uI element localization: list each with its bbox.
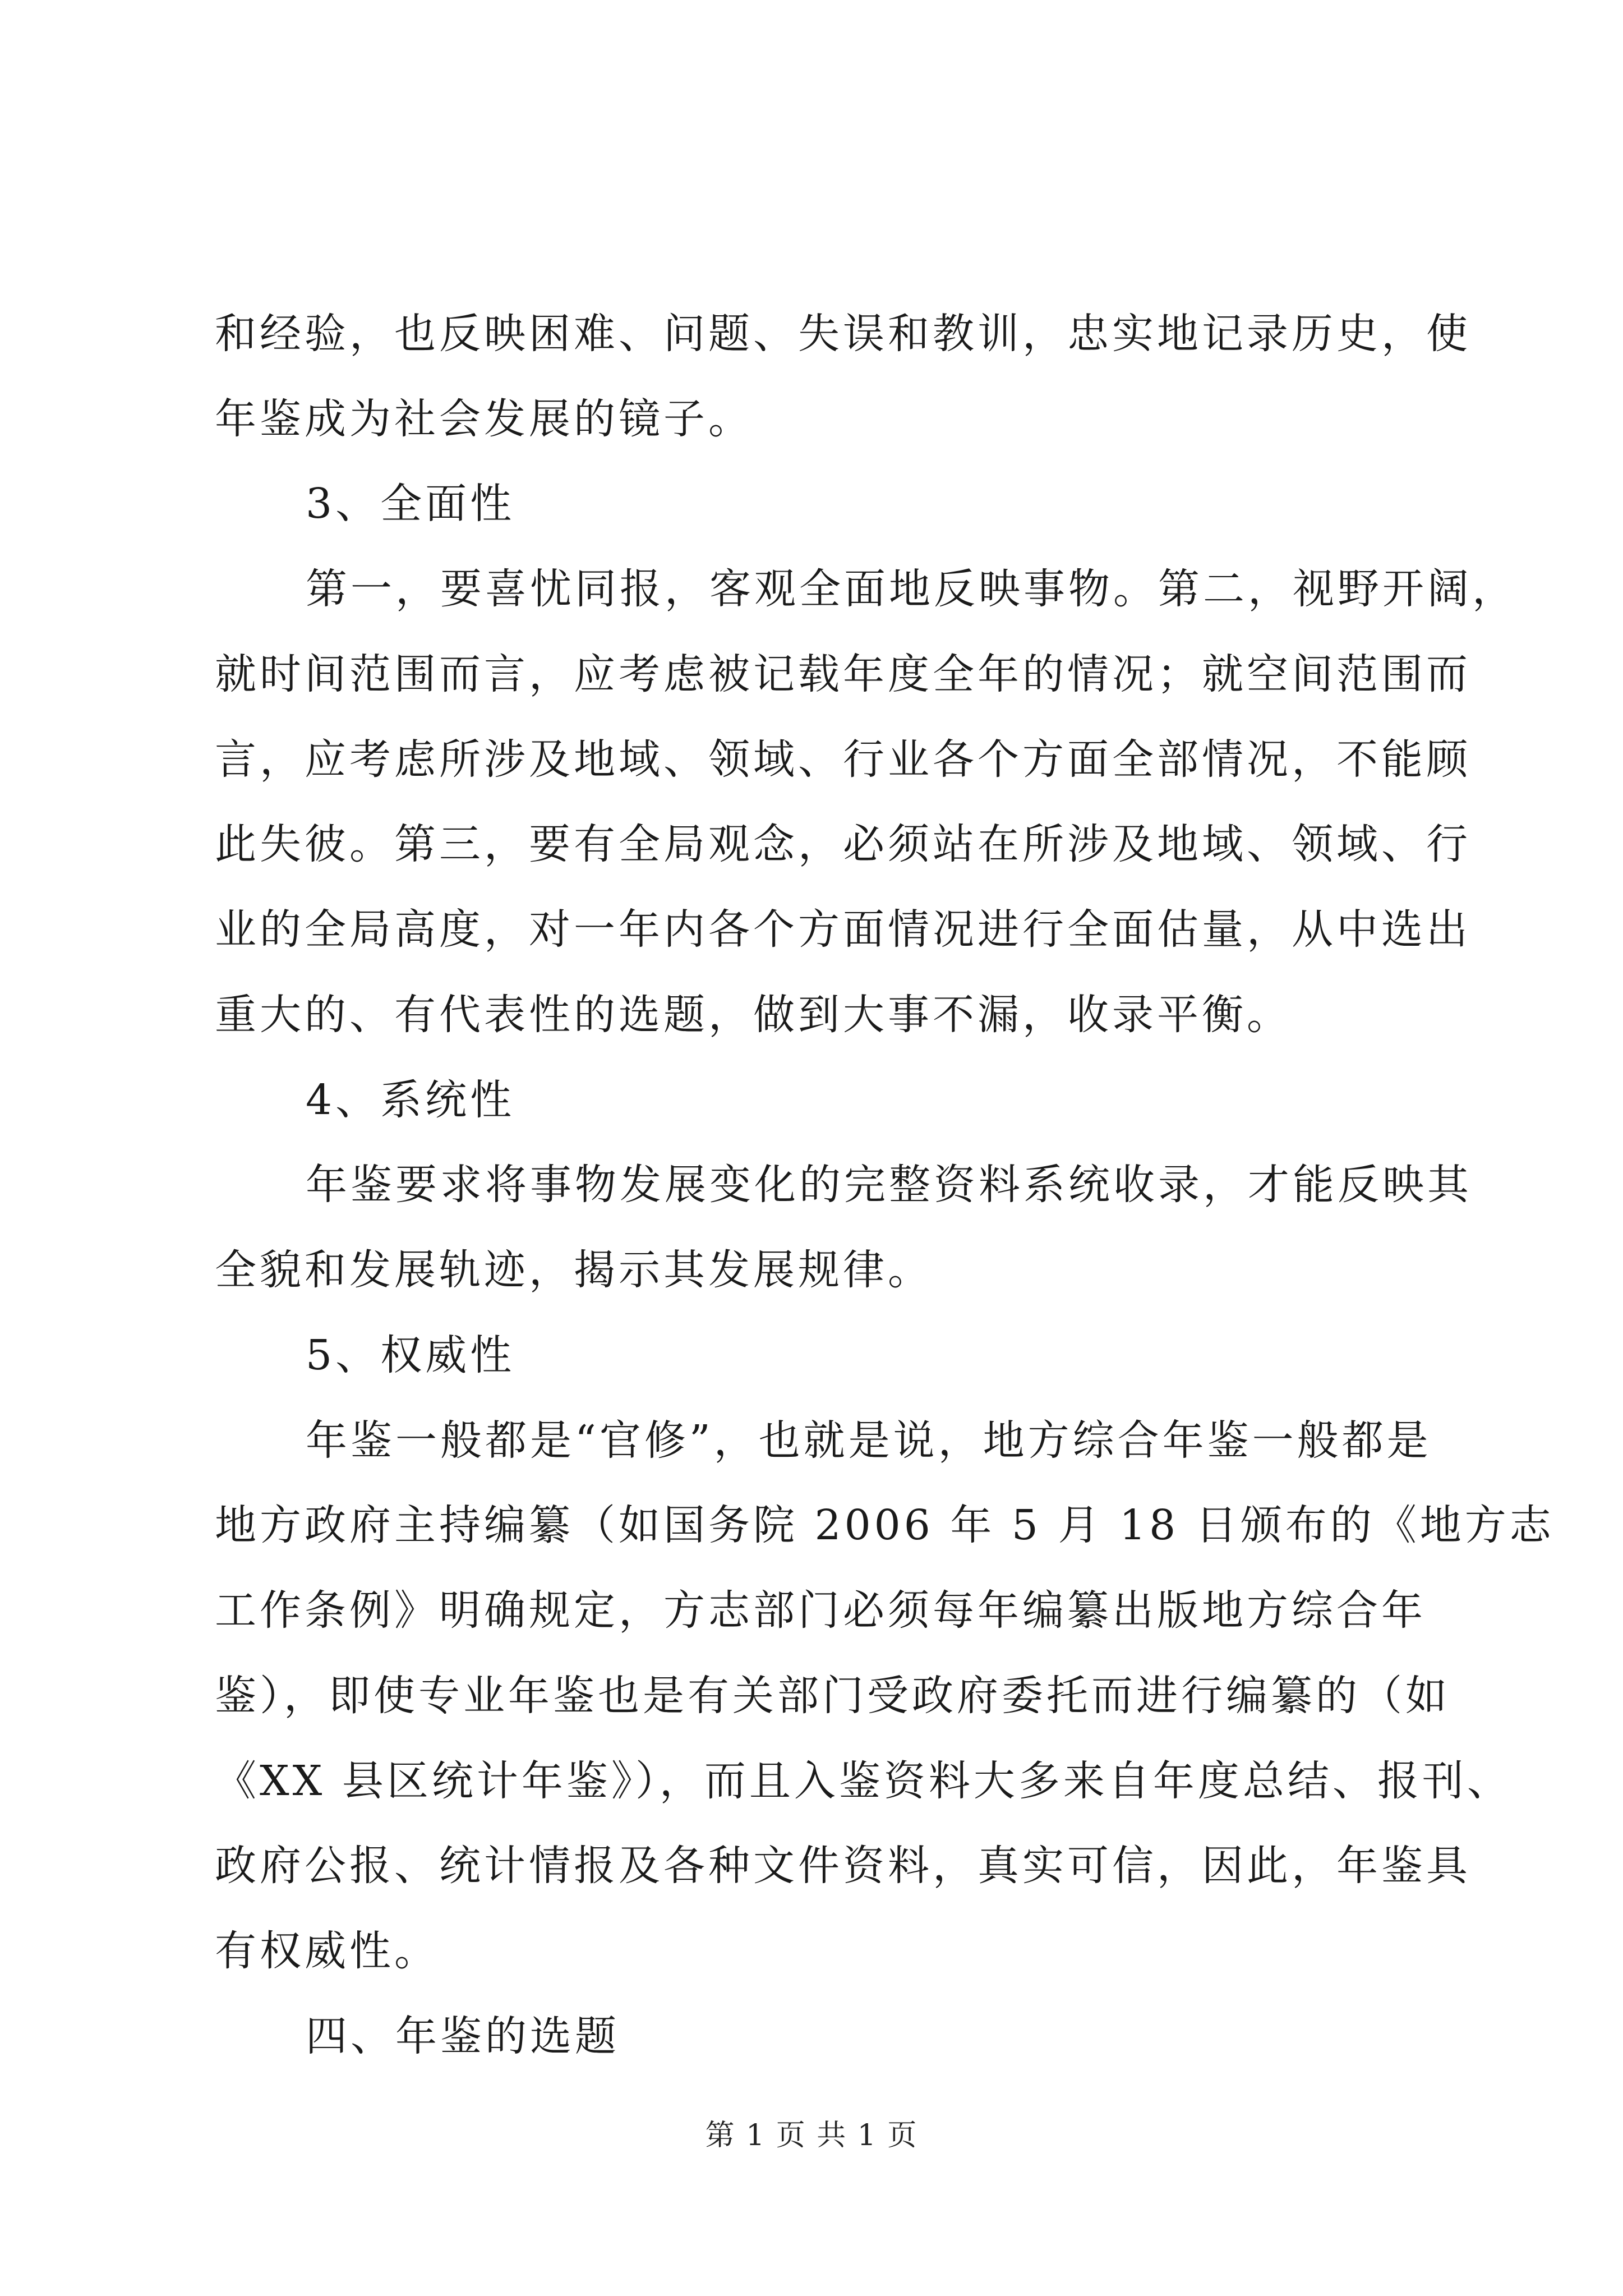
body-text-line: 政府公报、统计情报及各种文件资料，真实可信，因此，年鉴具 bbox=[215, 1842, 1471, 1890]
body-text-line: 全貌和发展轨迹，揭示其发展规律。 bbox=[215, 1246, 933, 1294]
section-heading: 5、权威性 bbox=[306, 1331, 515, 1379]
body-text-line: 言，应考虑所涉及地域、领域、行业各个方面全部情况，不能顾 bbox=[215, 735, 1471, 784]
body-text-line: 重大的、有代表性的选题，做到大事不漏，收录平衡。 bbox=[215, 991, 1292, 1039]
section-heading: 3、全面性 bbox=[306, 480, 515, 528]
body-text-line: 年鉴要求将事物发展变化的完整资料系统收录，才能反映其 bbox=[306, 1161, 1472, 1209]
chapter-heading: 四、年鉴的选题 bbox=[306, 2012, 620, 2060]
body-text-line: 地方政府主持编纂（如国务院 2006 年 5 月 18 日颁布的《地方志 bbox=[215, 1501, 1555, 1549]
body-text-line: 工作条例》明确规定，方志部门必须每年编纂出版地方综合年 bbox=[215, 1586, 1426, 1635]
body-text-line: 第一，要喜忧同报，客观全面地反映事物。第二，视野开阔， bbox=[306, 565, 1517, 613]
body-text-line: 业的全局高度，对一年内各个方面情况进行全面估量，从中选出 bbox=[215, 905, 1471, 954]
body-text-line: 就时间范围而言，应考虑被记载年度全年的情况；就空间范围而 bbox=[215, 650, 1471, 698]
body-text-line: 《XX 县区统计年鉴》），而且入鉴资料大多来自年度总结、报刊、 bbox=[215, 1757, 1512, 1805]
body-text-line: 年鉴成为社会发展的镜子。 bbox=[215, 395, 753, 443]
section-heading: 4、系统性 bbox=[306, 1076, 515, 1124]
body-text-line: 和经验，也反映困难、问题、失误和教训，忠实地记录历史，使 bbox=[215, 310, 1471, 358]
page-footer: 第 1 页 共 1 页 bbox=[705, 2119, 918, 2152]
body-text-line: 此失彼。第三，要有全局观念，必须站在所涉及地域、领域、行 bbox=[215, 820, 1471, 868]
body-text-line: 年鉴一般都是“官修”，也就是说，地方综合年鉴一般都是 bbox=[306, 1416, 1432, 1465]
body-text-line: 鉴），即使专业年鉴也是有关部门受政府委托而进行编纂的（如 bbox=[215, 1672, 1450, 1720]
body-text-line: 有权威性。 bbox=[215, 1927, 439, 1975]
